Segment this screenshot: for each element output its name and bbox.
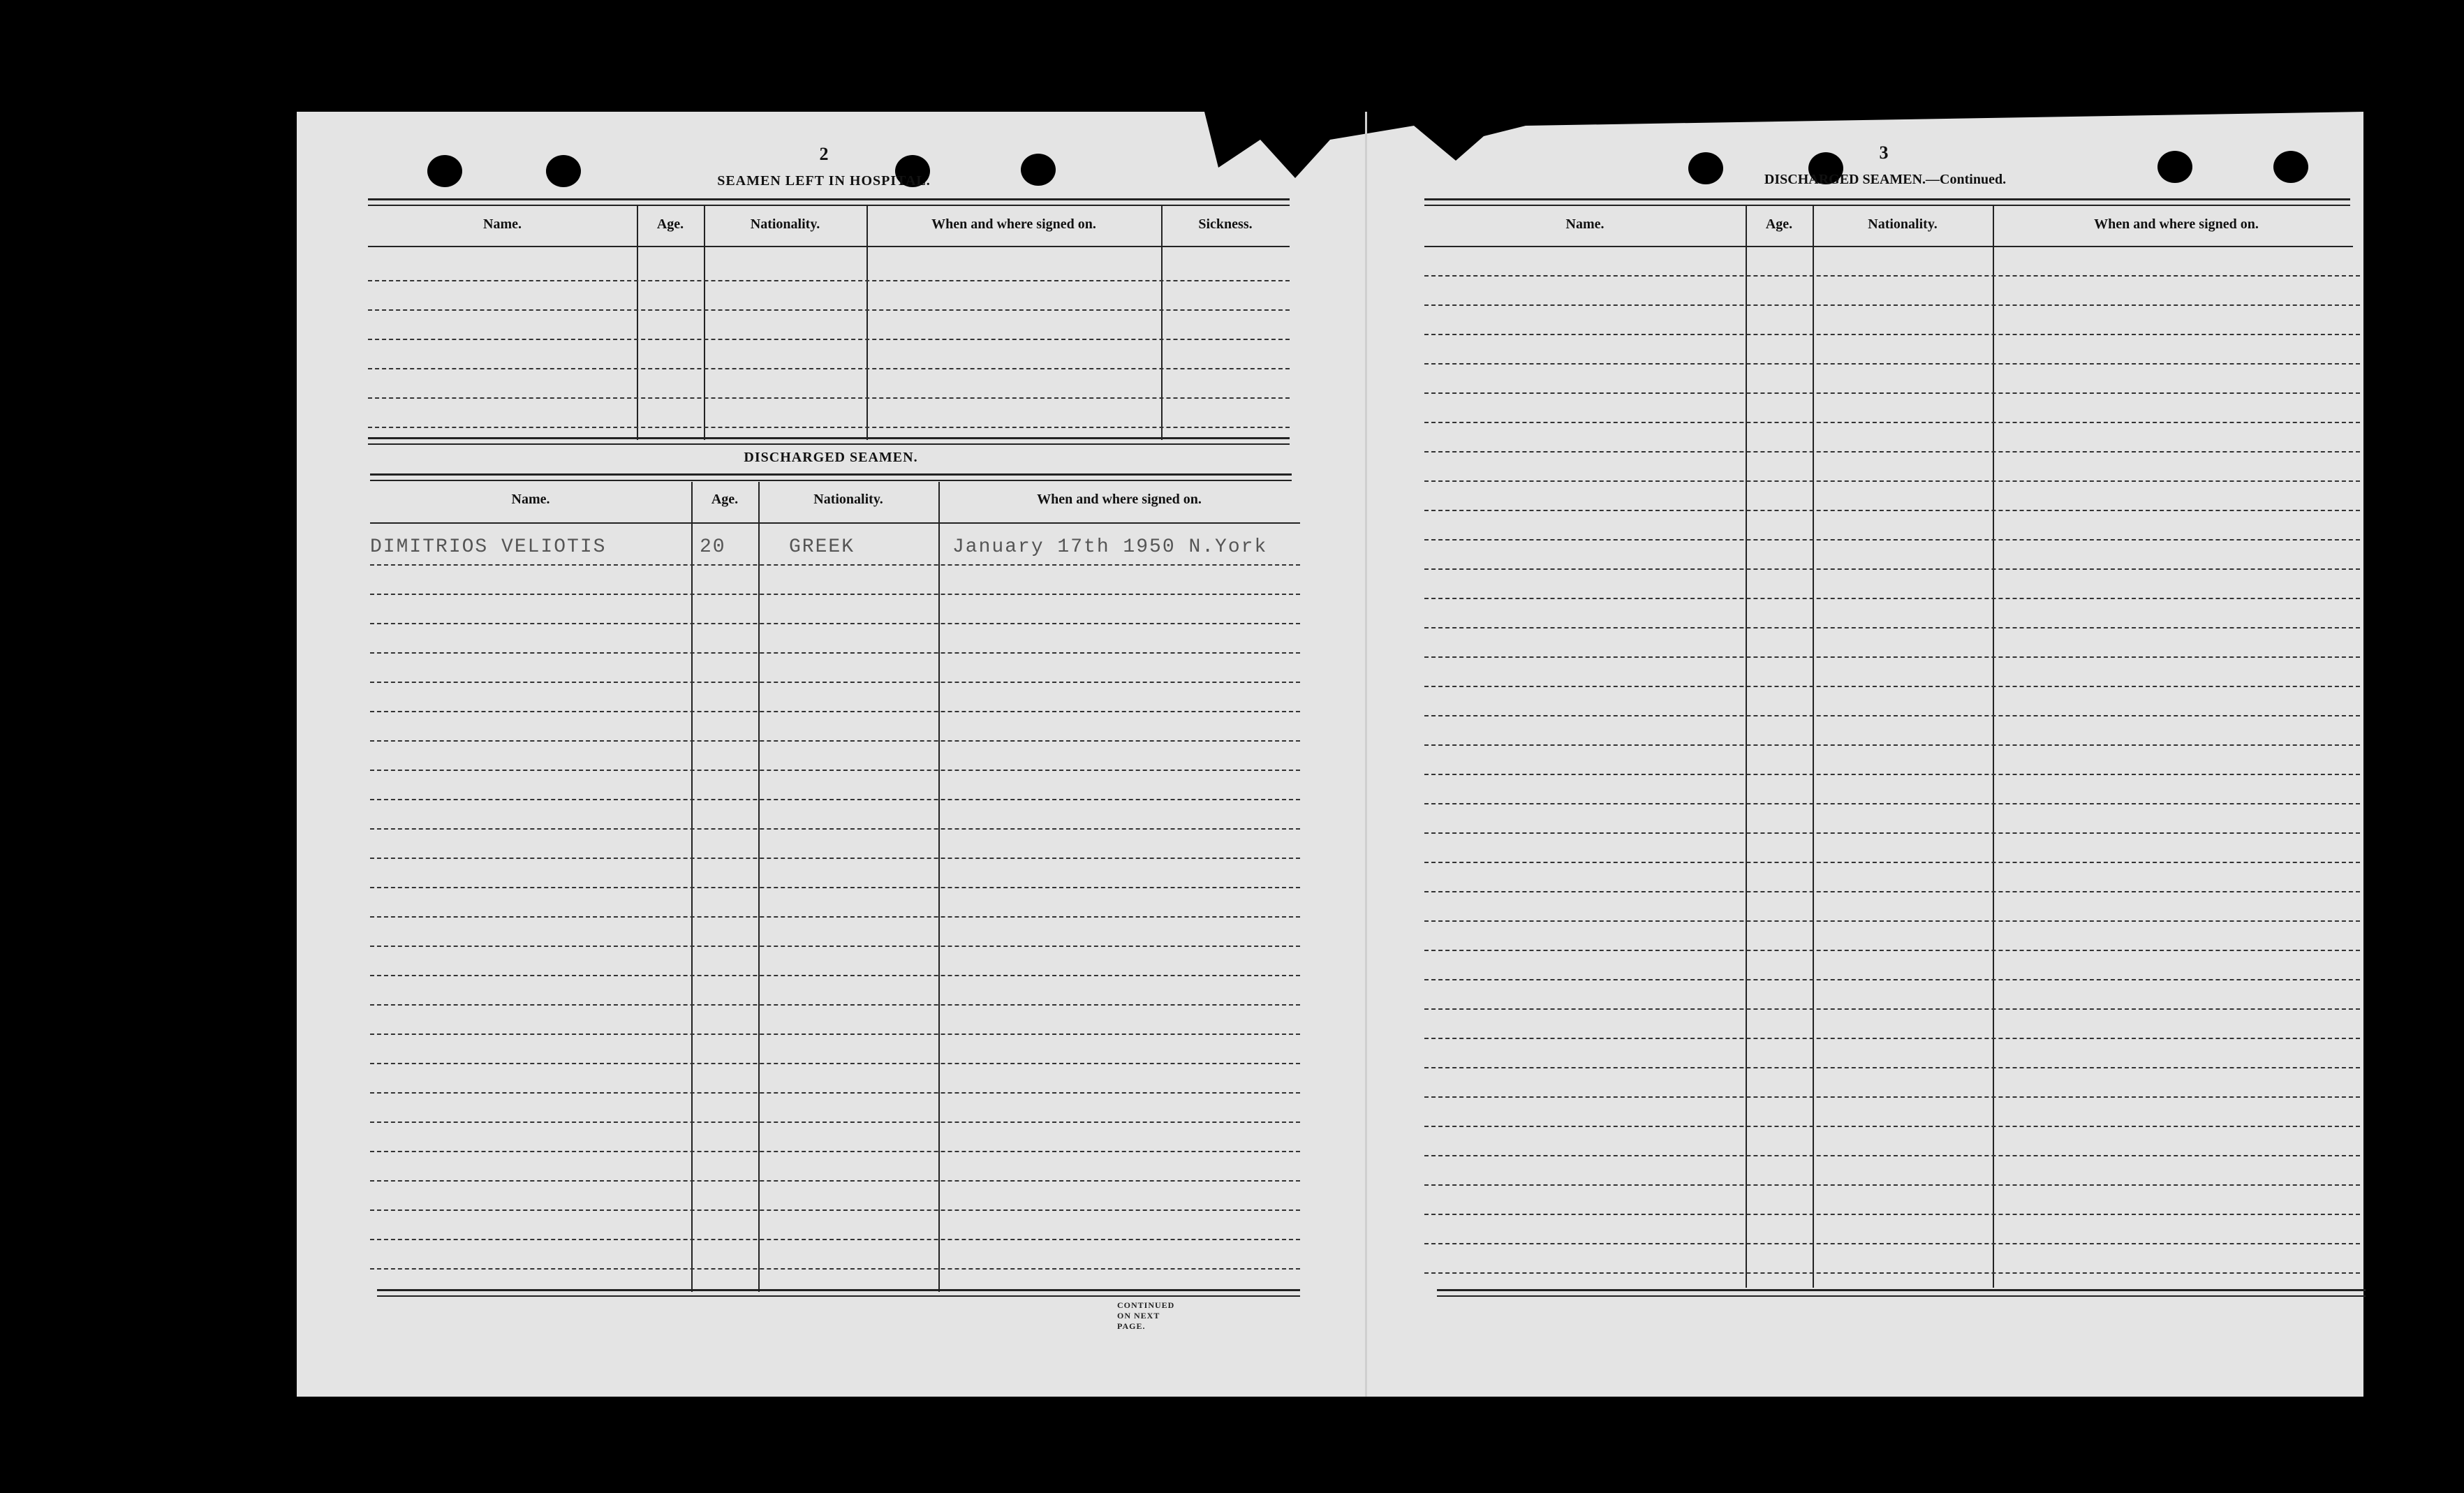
punch-hole bbox=[2157, 151, 2192, 183]
continued-note: CONTINUED ON NEXT PAGE. bbox=[1117, 1300, 1175, 1331]
header-rule bbox=[1424, 246, 2353, 247]
entry-line bbox=[370, 1239, 1300, 1240]
column-divider bbox=[1161, 205, 1163, 440]
column-header-age: Age. bbox=[711, 492, 739, 507]
entry-line bbox=[370, 652, 1300, 654]
discharged-continued-title: DISCHARGED SEAMEN.—Continued. bbox=[1764, 172, 2007, 187]
entry-line bbox=[1424, 1126, 2360, 1127]
page-number: 2 bbox=[819, 144, 829, 164]
entry-line bbox=[370, 564, 1300, 566]
discharged-table bbox=[370, 482, 1300, 1292]
entry-line bbox=[1424, 715, 2360, 716]
entry-line bbox=[1424, 1038, 2360, 1039]
column-header-nationality: Nationality. bbox=[813, 492, 883, 507]
column-header-signed-on: When and where signed on. bbox=[2094, 216, 2259, 232]
entry-line bbox=[1424, 686, 2360, 687]
header-rule bbox=[368, 246, 1290, 247]
entry-line bbox=[370, 623, 1300, 624]
entry-line bbox=[1424, 334, 2360, 335]
entry-line bbox=[370, 799, 1300, 800]
entry-line bbox=[1424, 275, 2360, 277]
punch-hole bbox=[546, 155, 581, 187]
entry-line bbox=[1424, 568, 2360, 570]
punch-hole bbox=[427, 155, 462, 187]
entry-line bbox=[370, 1063, 1300, 1064]
entry-line bbox=[1424, 304, 2360, 306]
entry-line bbox=[370, 975, 1300, 976]
seaman-nationality: GREEK bbox=[789, 536, 855, 558]
entry-line bbox=[1424, 510, 2360, 511]
entry-line bbox=[368, 427, 1290, 428]
column-header-age: Age. bbox=[1765, 216, 1793, 232]
section-rule bbox=[370, 473, 1292, 481]
entry-line bbox=[1424, 422, 2360, 423]
entry-line bbox=[370, 1092, 1300, 1094]
entry-line bbox=[1424, 1008, 2360, 1010]
column-header-signed-on: When and where signed on. bbox=[931, 216, 1096, 232]
punch-hole bbox=[2273, 151, 2308, 183]
entry-line bbox=[368, 339, 1290, 340]
section-rule bbox=[377, 1289, 1300, 1297]
entry-line bbox=[1424, 451, 2360, 453]
entry-line bbox=[370, 594, 1300, 595]
entry-line bbox=[1424, 832, 2360, 834]
entry-line bbox=[370, 1034, 1300, 1035]
entry-line bbox=[1424, 480, 2360, 482]
entry-line bbox=[370, 887, 1300, 888]
entry-line bbox=[370, 916, 1300, 918]
section-rule bbox=[1437, 1289, 2366, 1297]
entry-line bbox=[370, 1209, 1300, 1211]
entry-line bbox=[1424, 598, 2360, 599]
entry-line bbox=[1424, 920, 2360, 922]
page-number: 3 bbox=[1879, 142, 1889, 163]
entry-line bbox=[1424, 1096, 2360, 1098]
discharged-table-continued bbox=[1424, 205, 2360, 1295]
entry-line bbox=[1424, 627, 2360, 628]
column-header-nationality: Nationality. bbox=[1868, 216, 1938, 232]
column-header-name: Name. bbox=[1565, 216, 1604, 232]
page-fold bbox=[1365, 112, 1367, 1397]
entry-line bbox=[370, 770, 1300, 771]
entry-line bbox=[370, 1004, 1300, 1006]
seaman-name: DIMITRIOS VELIOTIS bbox=[370, 536, 607, 558]
entry-line bbox=[368, 280, 1290, 281]
header-rule bbox=[370, 522, 1300, 524]
column-header-name: Name. bbox=[483, 216, 522, 232]
column-divider bbox=[704, 205, 705, 440]
entry-line bbox=[1424, 774, 2360, 775]
entry-line bbox=[1424, 979, 2360, 980]
hospital-section-title: SEAMEN LEFT IN HOSPITAL. bbox=[717, 173, 931, 189]
column-header-name: Name. bbox=[511, 492, 550, 507]
entry-line bbox=[370, 740, 1300, 742]
entry-line bbox=[1424, 891, 2360, 892]
discharged-section-title: DISCHARGED SEAMEN. bbox=[744, 450, 918, 465]
entry-line bbox=[370, 1180, 1300, 1182]
seaman-age: 20 bbox=[700, 536, 726, 558]
entry-line bbox=[1424, 744, 2360, 746]
hospital-table bbox=[368, 205, 1290, 440]
entry-line bbox=[370, 946, 1300, 947]
entry-line bbox=[1424, 1155, 2360, 1156]
entry-line bbox=[370, 711, 1300, 712]
entry-line bbox=[370, 1268, 1300, 1270]
entry-line bbox=[1424, 862, 2360, 863]
entry-line bbox=[370, 1151, 1300, 1152]
column-header-nationality: Nationality. bbox=[750, 216, 820, 232]
seaman-signed-on: January 17th 1950 N.York bbox=[952, 536, 1268, 558]
entry-line bbox=[1424, 539, 2360, 540]
entry-line bbox=[370, 858, 1300, 859]
entry-line bbox=[370, 682, 1300, 683]
section-rule bbox=[368, 437, 1290, 445]
entry-line bbox=[368, 368, 1290, 369]
column-header-signed-on: When and where signed on. bbox=[1037, 492, 1202, 507]
entry-line bbox=[1424, 363, 2360, 365]
entry-line bbox=[370, 828, 1300, 830]
entry-line bbox=[1424, 392, 2360, 394]
entry-line bbox=[1424, 1243, 2360, 1244]
column-header-sickness: Sickness. bbox=[1198, 216, 1253, 232]
entry-line bbox=[368, 309, 1290, 311]
entry-line bbox=[370, 1121, 1300, 1123]
entry-line bbox=[1424, 1272, 2360, 1274]
entry-line bbox=[1424, 1184, 2360, 1186]
entry-line bbox=[1424, 656, 2360, 658]
entry-line bbox=[1424, 1067, 2360, 1068]
column-divider bbox=[637, 205, 638, 440]
entry-line bbox=[1424, 803, 2360, 804]
column-divider bbox=[866, 205, 868, 440]
column-header-age: Age. bbox=[656, 216, 684, 232]
entry-line bbox=[1424, 1214, 2360, 1215]
entry-line bbox=[368, 397, 1290, 399]
entry-line bbox=[1424, 950, 2360, 951]
